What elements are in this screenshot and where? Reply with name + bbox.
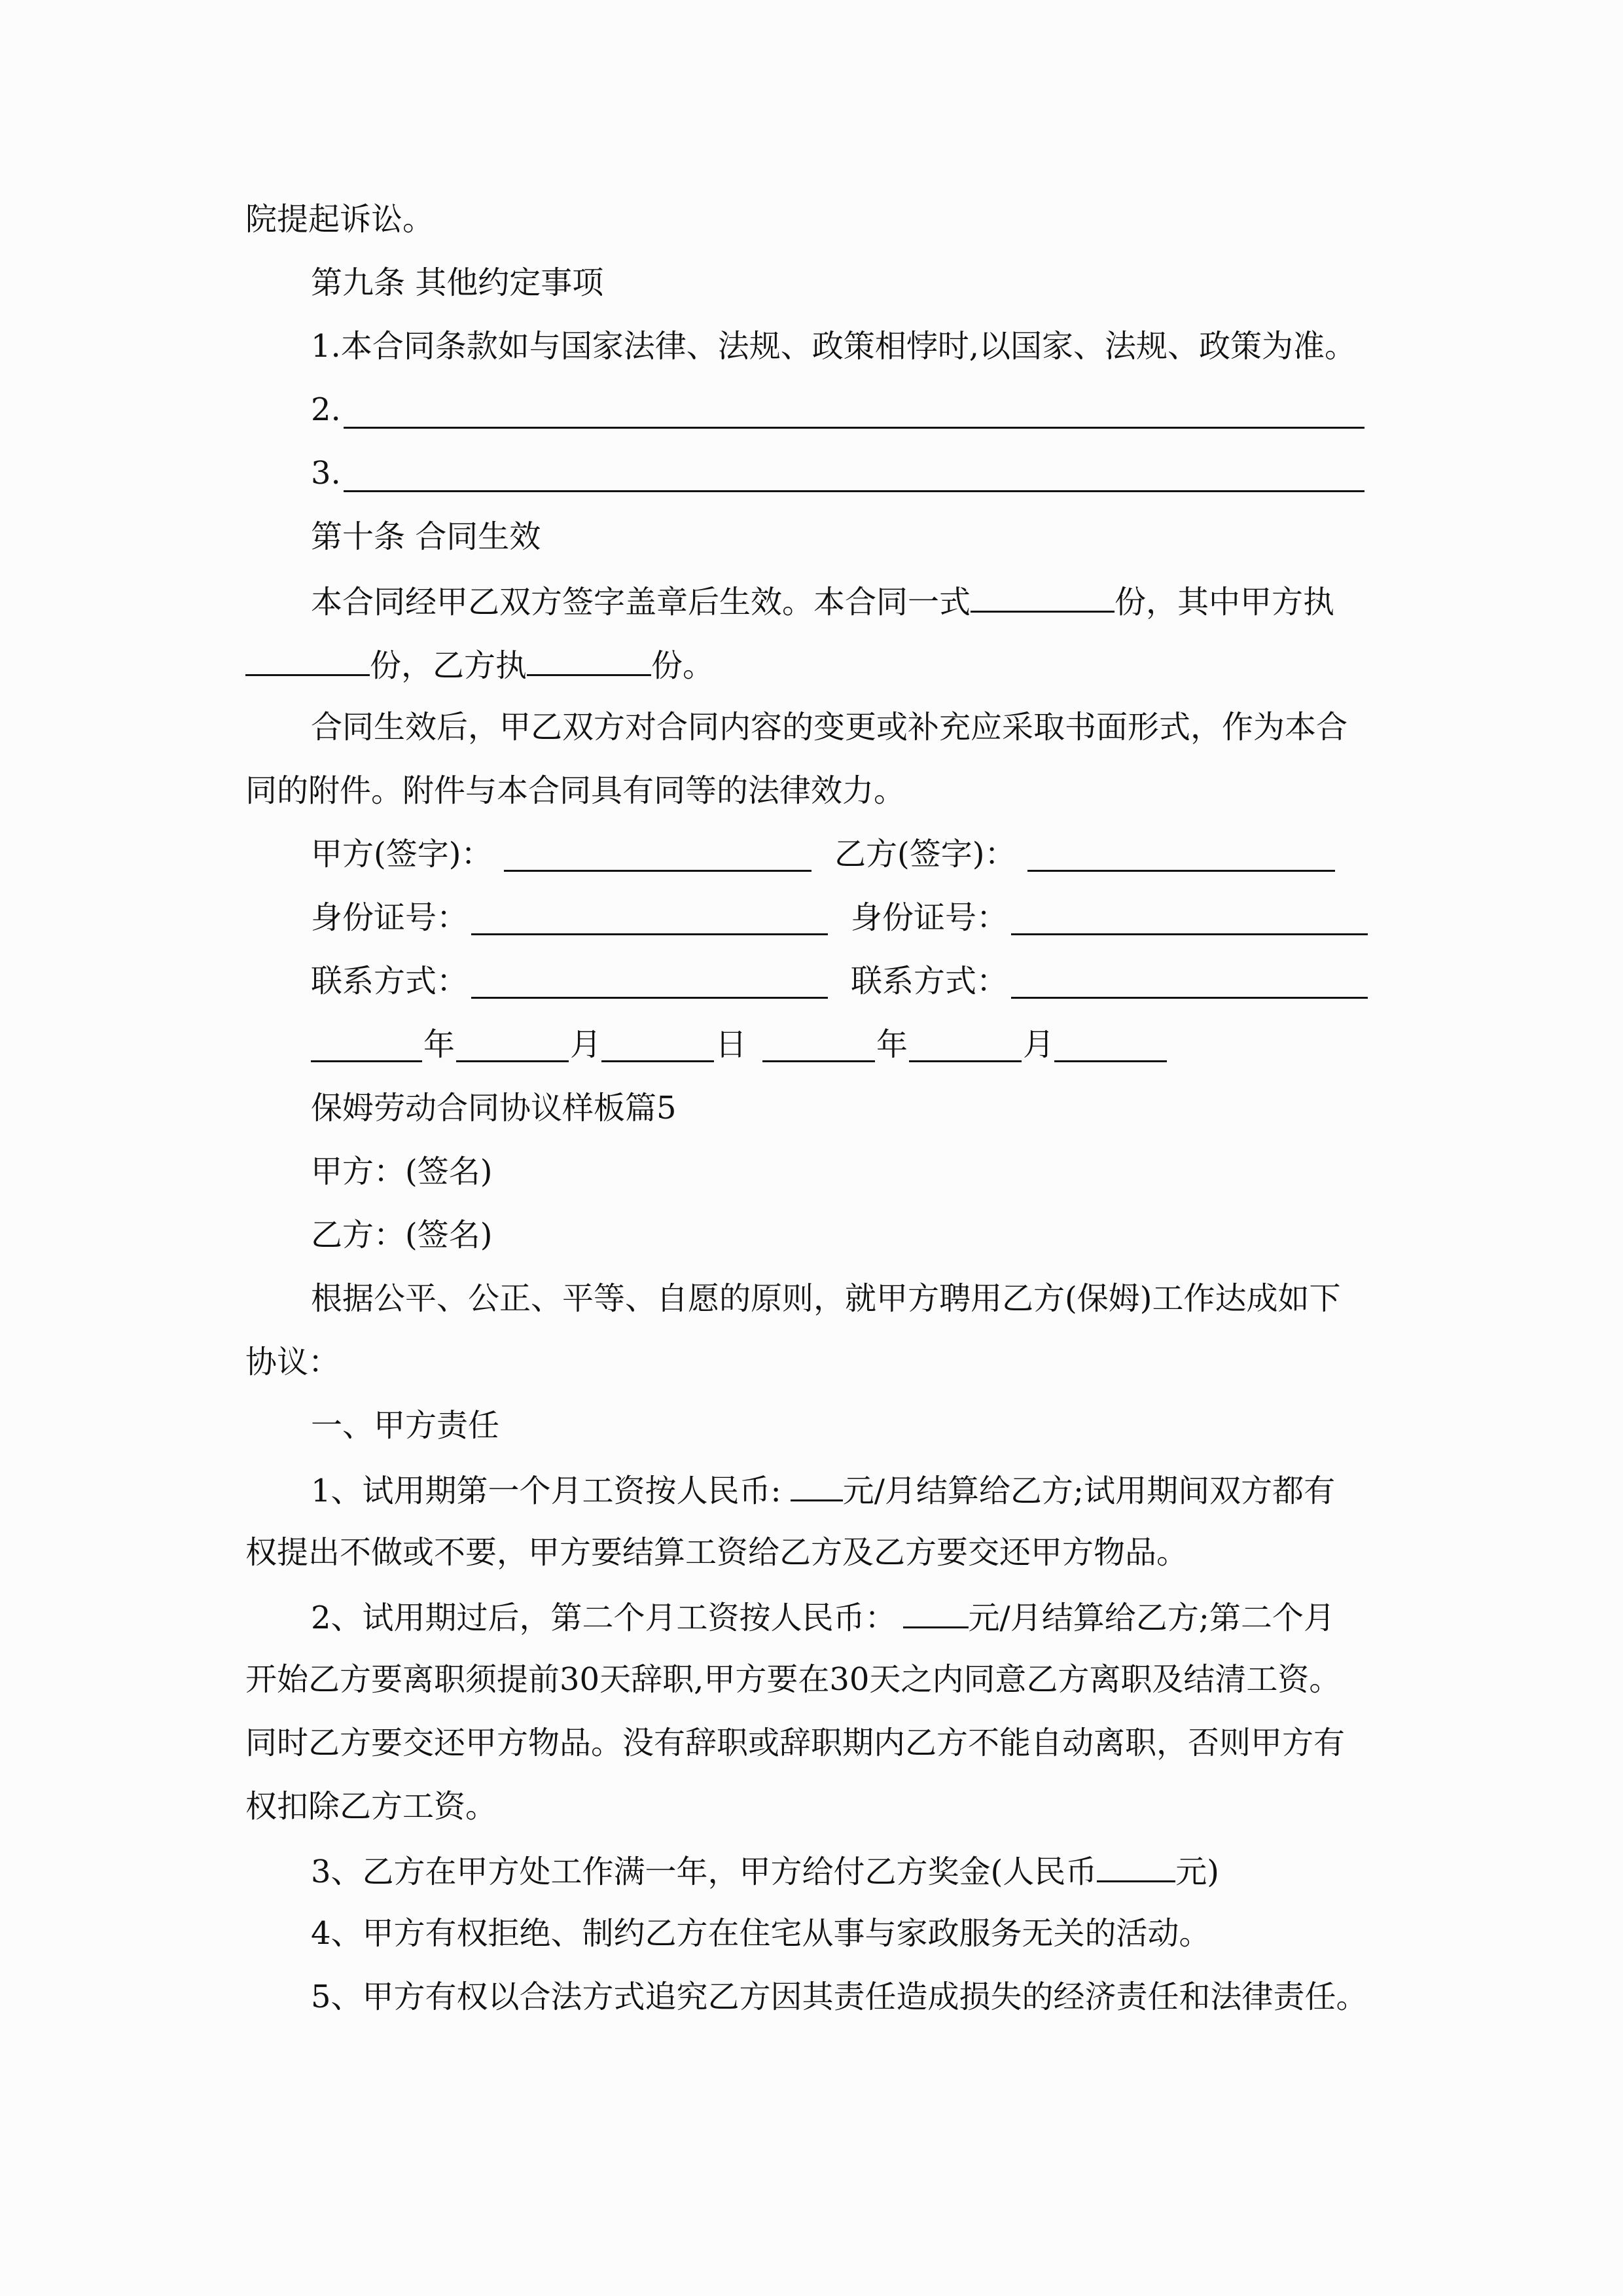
id-number-row	[311, 898, 1384, 937]
item-4	[311, 1914, 1211, 1953]
part-5-title	[311, 1088, 677, 1128]
article-10-paragraph-1-cont	[245, 644, 714, 683]
item-1	[311, 1469, 1335, 1509]
clause-text: 1、试用期第一个月工资按人民币:	[311, 1473, 781, 1509]
party-b-contact-label: 联系方式：	[851, 963, 1008, 999]
year-label: 年	[876, 1026, 908, 1063]
clause-text: 份，乙方执	[370, 647, 527, 684]
day-label: 日	[715, 1026, 747, 1063]
article-9-title	[311, 263, 603, 302]
party-b-signature-field[interactable]	[1027, 840, 1335, 872]
party-b-text: 乙方：(签名)	[311, 1217, 493, 1253]
item-5	[311, 1977, 1368, 2017]
date-b-year-field[interactable]	[762, 1030, 875, 1062]
party-a-sign-label: 甲方(签字)：	[311, 836, 493, 872]
month-label: 月	[1023, 1026, 1055, 1063]
item-2-cont-2	[245, 1723, 1345, 1763]
fill-in-blank-line[interactable]	[344, 460, 1364, 492]
heading-text: 第十条 合同生效	[311, 518, 541, 555]
section-1-title	[311, 1406, 499, 1445]
second-month-wage-blank[interactable]	[903, 1596, 969, 1628]
clause-text: 3、乙方在甲方处工作满一年，甲方给付乙方奖金(人民币	[311, 1854, 1097, 1890]
month-label: 月	[570, 1026, 602, 1063]
clause-text: 2、试用期过后，第二个月工资按人民币：	[311, 1600, 897, 1636]
article-9-item-3	[311, 454, 341, 493]
date-a-year-field[interactable]	[311, 1030, 422, 1062]
clause-text: 协议：	[245, 1344, 340, 1380]
fill-in-blank-line[interactable]	[344, 397, 1364, 429]
clause-text: 元)	[1175, 1854, 1220, 1890]
party-a-line	[311, 1152, 492, 1191]
clause-text: 元/月结算给乙方;试用期间双方都有	[842, 1473, 1336, 1509]
intro-paragraph-cont	[245, 1342, 340, 1382]
signature-row	[311, 834, 1384, 874]
item-1-cont	[245, 1533, 1188, 1572]
party-b-sign-label: 乙方(签字)：	[834, 836, 1016, 872]
party-a-contact-field[interactable]	[471, 967, 828, 999]
clause-text: 根据公平、公正、平等、自愿的原则，就甲方聘用乙方(保姆)工作达成如下	[311, 1280, 1341, 1317]
item-number: 3.	[311, 455, 341, 492]
copies-total-blank[interactable]	[971, 581, 1115, 613]
party-a-contact-label: 联系方式：	[311, 963, 469, 999]
party-a-id-label: 身份证号：	[311, 899, 469, 936]
year-label: 年	[423, 1026, 455, 1063]
article-10-paragraph-2	[311, 708, 1347, 747]
heading-text: 第九条 其他约定事项	[311, 264, 604, 301]
heading-text: 一、甲方责任	[311, 1407, 500, 1444]
party-b-contact-field[interactable]	[1011, 967, 1368, 999]
party-b-copies-blank[interactable]	[527, 644, 651, 676]
article-10-title	[311, 517, 541, 556]
clause-text: 5、甲方有权以合法方式追究乙方因其责任造成损失的经济责任和法律责任。	[311, 1979, 1368, 2015]
item-number: 2.	[311, 391, 341, 428]
clause-text: 合同生效后，甲乙双方对合同内容的变更或补充应采取书面形式，作为本合	[311, 709, 1348, 745]
text: 院提起诉讼。	[245, 201, 435, 238]
party-b-line	[311, 1215, 492, 1255]
party-a-copies-blank[interactable]	[245, 644, 370, 676]
item-2-cont-1	[245, 1660, 1340, 1699]
bonus-amount-blank[interactable]	[1097, 1850, 1175, 1882]
intro-paragraph	[311, 1279, 1340, 1318]
article-9-item-2	[311, 390, 341, 429]
clause-text: 元/月结算给乙方;第二个月	[968, 1600, 1335, 1636]
date-row	[311, 1025, 1384, 1064]
clause-text: 权扣除乙方工资。	[245, 1788, 497, 1825]
contact-row	[311, 961, 1384, 1001]
article-9-item-1	[311, 327, 1356, 366]
party-a-text: 甲方：(签名)	[311, 1153, 493, 1190]
clause-text: 同时乙方要交还甲方物品。没有辞职或辞职期内乙方不能自动离职，否则甲方有	[245, 1725, 1346, 1761]
item-3	[311, 1850, 1219, 1890]
date-b-day-field[interactable]	[1054, 1030, 1167, 1062]
clause-text: 权提出不做或不要，甲方要结算工资给乙方及乙方要交还甲方物品。	[245, 1534, 1188, 1571]
date-a-month-field[interactable]	[456, 1030, 569, 1062]
party-a-signature-field[interactable]	[504, 840, 812, 872]
item-2-cont-3	[245, 1787, 497, 1826]
heading-text: 保姆劳动合同协议样板篇5	[311, 1090, 677, 1126]
clause-text: 4、甲方有权拒绝、制约乙方在住宅从事与家政服务无关的活动。	[311, 1915, 1211, 1952]
article-10-paragraph-2-cont	[245, 771, 905, 810]
first-month-wage-blank[interactable]	[791, 1469, 843, 1501]
clause-text: 本合同经甲乙双方签字盖章后生效。本合同一式	[311, 584, 971, 620]
clause-text: 份，其中甲方执	[1115, 584, 1335, 620]
party-b-id-field[interactable]	[1011, 903, 1368, 935]
article-10-paragraph-1	[311, 581, 1334, 620]
party-a-id-field[interactable]	[471, 903, 828, 935]
paragraph-continuation	[245, 200, 434, 239]
clause-text: 同的附件。附件与本合同具有同等的法律效力。	[245, 772, 906, 809]
item-2	[311, 1596, 1335, 1636]
clause-text: 份。	[651, 647, 715, 684]
clause-text: 开始乙方要离职须提前30天辞职,甲方要在30天之内同意乙方离职及结清工资。	[245, 1661, 1341, 1698]
date-b-month-field[interactable]	[909, 1030, 1022, 1062]
clause-text: 1.本合同条款如与国家法律、法规、政策相悖时,以国家、法规、政策为准。	[311, 328, 1357, 365]
date-a-day-field[interactable]	[601, 1030, 714, 1062]
party-b-id-label: 身份证号：	[851, 899, 1008, 936]
